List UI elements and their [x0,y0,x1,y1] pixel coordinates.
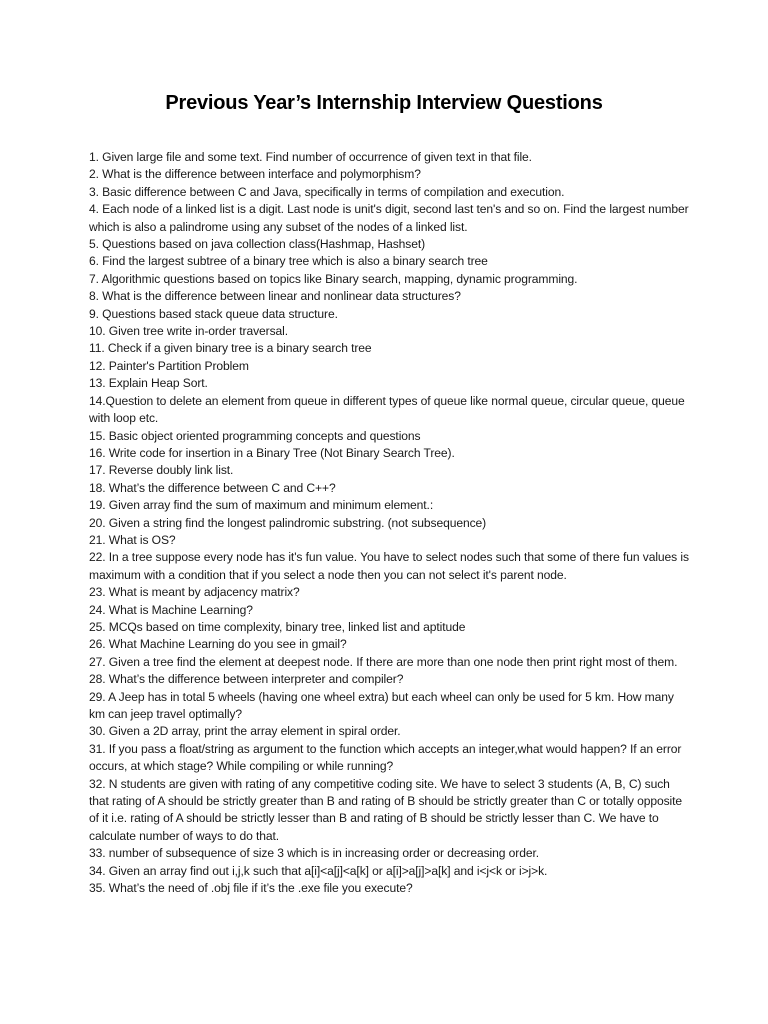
question-item: 15. Basic object oriented programming concepts and questions [89,428,421,443]
question-item: 3. Basic difference between C and Java, specifically in terms of compilation and execution. [89,184,565,199]
question-item: 14.Question to delete an element from queue in different types of queue like normal queue, circular queue, queue with loop etc. [89,393,685,426]
page-title: Previous Year’s Internship Interview Questions [165,92,603,114]
question-item: 22. In a tree suppose every node has it's fun value. You have to select nodes such that some of there fun values is maximum with a condition that if you select a node then you can not select it's parent node. [89,550,689,582]
question-item: 32. N students are given with rating of any competitive coding site. We have to select 3 students (A, B, C) such that rating of A should be strictly greater than B and rating of B should be strictly greater than C or totally opposite of it i.e. rating of A should be strictly lesser than B and rating of B should be strictly lesser than C. We have to calculate number of ways to do that. [89,776,683,843]
question-item: 24. What is Machine Learning? [89,602,253,617]
question-item: 17. Reverse doubly link list. [89,463,234,478]
question-item: 9. Questions based stack queue data structure. [89,306,338,321]
question-item: 25. MCQs based on time complexity, binary tree, linked list and aptitude [89,619,466,634]
question-item: 18. What’s the difference between C and C++? [89,480,336,495]
question-item: 1. Given large file and some text. Find number of occurrence of given text in that file. [89,150,532,164]
question-item: 26. What Machine Learning do you see in gmail? [89,637,347,652]
question-item: 33. number of subsequence of size 3 which is in increasing order or decreasing order. [89,846,539,861]
question-item: 4. Each node of a linked list is a digit. Last node is unit's digit, second last ten's and so on. Find the largest number which is also a palindrome using any subset of the nodes of a linked list. [89,202,689,234]
question-item: 12. Painter's Partition Problem [89,358,249,373]
question-item: 5. Questions based on java collection class(Hashmap, Hashset) [89,237,426,252]
question-item: 13. Explain Heap Sort. [89,376,208,391]
question-item: 10. Given tree write in-order traversal. [89,324,288,339]
question-item: 34. Given an array find out i,j,k such that a[i]<a[j]<a[k] or a[i]>a[j]>a[k] and i<j<k or i>j>k. [89,863,548,878]
question-item: 27. Given a tree find the element at deepest node. If there are more than one node then print right most of them. [89,654,678,669]
question-item: 16. Write code for insertion in a Binary Tree (Not Binary Search Tree). [89,445,455,460]
question-list [89,149,689,897]
question-item: 19. Given array find the sum of maximum and minimum element.: [89,498,434,513]
question-item: 6. Find the largest subtree of a binary tree which is also a binary search tree [89,254,488,269]
question-item: 28. What’s the difference between interpreter and compiler? [89,672,404,687]
question-item: 35. What’s the need of .obj file if it’s the .exe file you execute? [89,881,413,896]
question-item: 21. What is OS? [89,532,176,547]
question-item: 20. Given a string find the longest palindromic substring. (not subsequence) [89,515,487,530]
question-item: 8. What is the difference between linear and nonlinear data structures? [89,289,461,304]
question-item: 11. Check if a given binary tree is a binary search tree [89,341,372,356]
question-item: 2. What is the difference between interface and polymorphism? [89,167,421,182]
question-item: 23. What is meant by adjacency matrix? [89,585,300,600]
question-item: 31. If you pass a float/string as argument to the function which accepts an integer,what would happen? If an error occurs, at which stage? While compiling or while running? [89,741,682,774]
question-item: 30. Given a 2D array, print the array element in spiral order. [89,724,401,739]
question-item: 7. Algorithmic questions based on topics like Binary search, mapping, dynamic programming. [89,271,578,286]
question-item: 29. A Jeep has in total 5 wheels (having one wheel extra) but each wheel can only be used for 5 km. How many km can jeep travel optimally? [89,689,674,721]
